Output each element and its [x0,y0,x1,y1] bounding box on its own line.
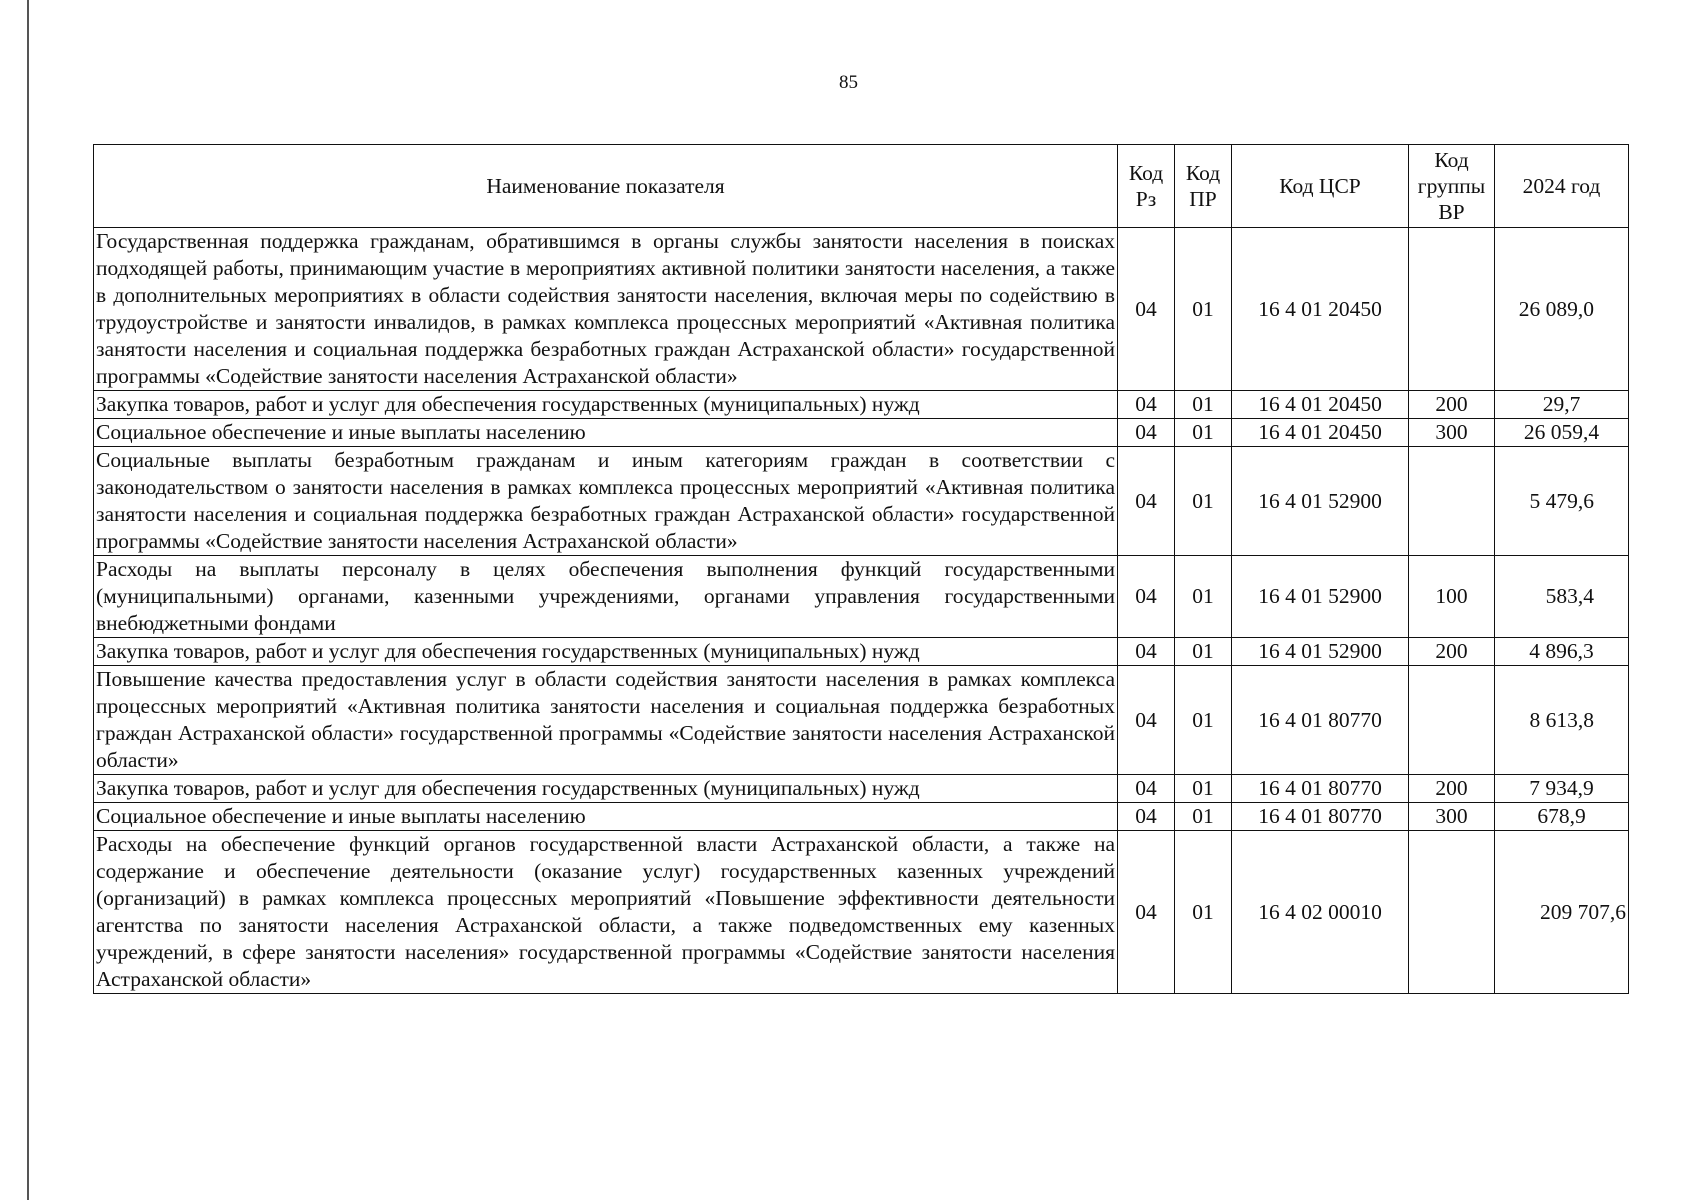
row-rz: 04 [1118,556,1175,638]
row-rz: 04 [1118,803,1175,831]
row-amount: 209 707,6 [1495,831,1629,994]
row-pr: 01 [1175,831,1232,994]
row-vr: 200 [1409,391,1495,419]
row-pr: 01 [1175,447,1232,556]
row-name: Расходы на выплаты персоналу в целях обеспечения выполнения функций государственными (муниципальными) органами, казенными учреждениями, органами управления государственными внебюджетными фондами [94,556,1118,638]
row-amount: 7 934,9 [1495,775,1629,803]
row-csr: 16 4 01 20450 [1232,419,1409,447]
row-vr: 300 [1409,419,1495,447]
table-row [94,447,1629,556]
budget-table [93,144,1629,994]
header-rz: Код Рз [1118,145,1175,228]
row-vr: 300 [1409,803,1495,831]
row-name: Расходы на обеспечение функций органов государственной власти Астраханской области, а также на содержание и обеспечение деятельности (оказание услуг) государственных казенных учреждений (организаций) в рамках комплекса процессных мероприятий «Повышение эффективности деятельности агентства по занятости населения Астраханской области, а также подведомственных ему казенных учреждений, в сфере занятости населения» государственной программы «Содействие занятости населения Астраханской области» [94,831,1118,994]
table-row [94,556,1629,638]
table-header-row [94,145,1629,228]
row-rz: 04 [1118,666,1175,775]
table-row [94,775,1629,803]
header-pr: Код ПР [1175,145,1232,228]
row-vr [1409,447,1495,556]
table-row [94,831,1629,994]
header-csr: Код ЦСР [1232,145,1409,228]
table-row [94,391,1629,419]
table-row [94,666,1629,775]
header-vr: Код группы ВР [1409,145,1495,228]
row-amount: 29,7 [1495,391,1629,419]
row-csr: 16 4 01 20450 [1232,228,1409,391]
header-year: 2024 год [1495,145,1629,228]
row-rz: 04 [1118,228,1175,391]
row-rz: 04 [1118,831,1175,994]
row-csr: 16 4 01 80770 [1232,666,1409,775]
row-vr: 200 [1409,775,1495,803]
row-csr: 16 4 02 00010 [1232,831,1409,994]
row-csr: 16 4 01 80770 [1232,803,1409,831]
row-pr: 01 [1175,803,1232,831]
row-name: Социальное обеспечение и иные выплаты населению [94,803,1118,831]
row-vr: 100 [1409,556,1495,638]
row-amount: 4 896,3 [1495,638,1629,666]
row-csr: 16 4 01 80770 [1232,775,1409,803]
row-amount: 26 089,0 [1495,228,1629,391]
row-name: Социальное обеспечение и иные выплаты населению [94,419,1118,447]
row-name: Государственная поддержка гражданам, обратившимся в органы службы занятости населения в поисках подходящей работы, принимающим участие в мероприятиях активной политики занятости населения, а также в дополнительных мероприятиях в области содействия занятости населения, включая меры по содействию в трудоустройстве и занятости инвалидов, в рамках комплекса процессных мероприятий «Активная политика занятости населения и социальная поддержка безработных граждан Астраханской области» государственной программы «Содействие занятости населения Астраханской области» [94,228,1118,391]
row-amount: 8 613,8 [1495,666,1629,775]
row-csr: 16 4 01 52900 [1232,556,1409,638]
row-rz: 04 [1118,447,1175,556]
row-pr: 01 [1175,775,1232,803]
row-rz: 04 [1118,638,1175,666]
table-row [94,803,1629,831]
row-pr: 01 [1175,228,1232,391]
page-number: 85 [839,72,858,93]
row-amount: 678,9 [1495,803,1629,831]
row-pr: 01 [1175,666,1232,775]
row-amount: 26 059,4 [1495,419,1629,447]
row-vr [1409,831,1495,994]
row-csr: 16 4 01 52900 [1232,638,1409,666]
row-name: Закупка товаров, работ и услуг для обеспечения государственных (муниципальных) нужд [94,391,1118,419]
row-pr: 01 [1175,391,1232,419]
row-name: Закупка товаров, работ и услуг для обеспечения государственных (муниципальных) нужд [94,775,1118,803]
row-csr: 16 4 01 52900 [1232,447,1409,556]
row-vr [1409,666,1495,775]
row-pr: 01 [1175,638,1232,666]
row-csr: 16 4 01 20450 [1232,391,1409,419]
table-row [94,638,1629,666]
table-row [94,228,1629,391]
row-vr [1409,228,1495,391]
row-pr: 01 [1175,419,1232,447]
row-amount: 5 479,6 [1495,447,1629,556]
header-name: Наименование показателя [94,145,1118,228]
row-name: Повышение качества предоставления услуг в области содействия занятости населения в рамках комплекса процессных мероприятий «Активная политика занятости населения и социальная поддержка безработных граждан Астраханской области» государственной программы «Содействие занятости населения Астраханской области» [94,666,1118,775]
row-amount: 583,4 [1495,556,1629,638]
table-row [94,419,1629,447]
binding-margin-line [27,0,29,1200]
row-rz: 04 [1118,391,1175,419]
row-pr: 01 [1175,556,1232,638]
row-name: Социальные выплаты безработным гражданам и иным категориям граждан в соответствии с законодательством о занятости населения в рамках комплекса процессных мероприятий «Активная политика занятости населения и социальная поддержка безработных граждан Астраханской области» государственной программы «Содействие занятости населения Астраханской области» [94,447,1118,556]
row-vr: 200 [1409,638,1495,666]
row-name: Закупка товаров, работ и услуг для обеспечения государственных (муниципальных) нужд [94,638,1118,666]
row-rz: 04 [1118,775,1175,803]
row-rz: 04 [1118,419,1175,447]
